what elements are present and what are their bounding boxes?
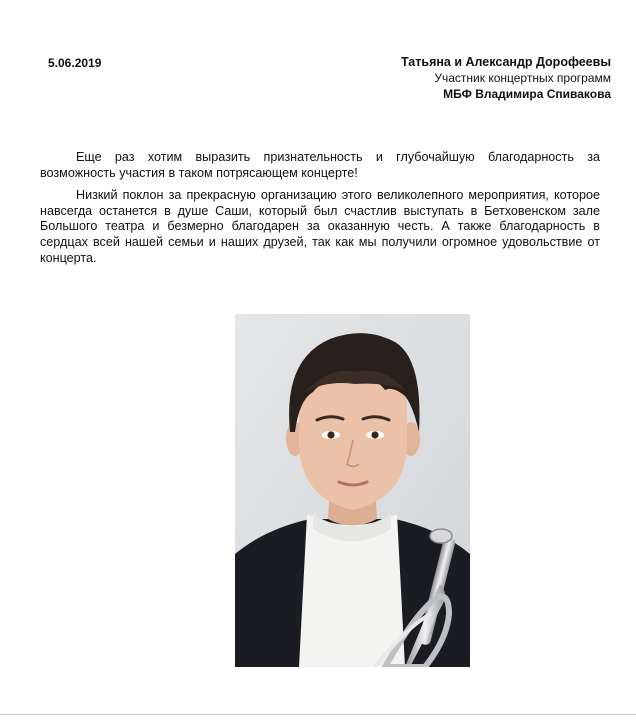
- letter-date: 5.06.2019: [48, 56, 102, 70]
- portrait-illustration: [235, 314, 470, 667]
- letter-paragraph: Низкий поклон за прекрасную организацию этого великолепного мероприятия, которое навсегда останется в душе Саши, который был счастлив выступать в Бетховенском зале Большого театра и безмерно благодарен за оказанную честь. А также благодарность в сердцах всей нашей семьи и наших друзей, так как мы получили огромное удовольствие от концерта.: [40, 188, 600, 265]
- letter-paragraph: Еще раз хотим выразить признательность и глубочайшую благодарность за возможность участия в таком потрясающем концерте!: [40, 150, 600, 180]
- sender-block: [401, 54, 611, 102]
- sender-organization: МБФ Владимира Спивакова: [443, 87, 611, 101]
- sender-role: Участник концертных программ: [434, 71, 611, 85]
- sender-name: Татьяна и Александр Дорофеевы: [400, 55, 611, 69]
- bottom-divider: [0, 714, 636, 715]
- portrait-photo: [235, 314, 470, 667]
- letter-body: [40, 150, 600, 273]
